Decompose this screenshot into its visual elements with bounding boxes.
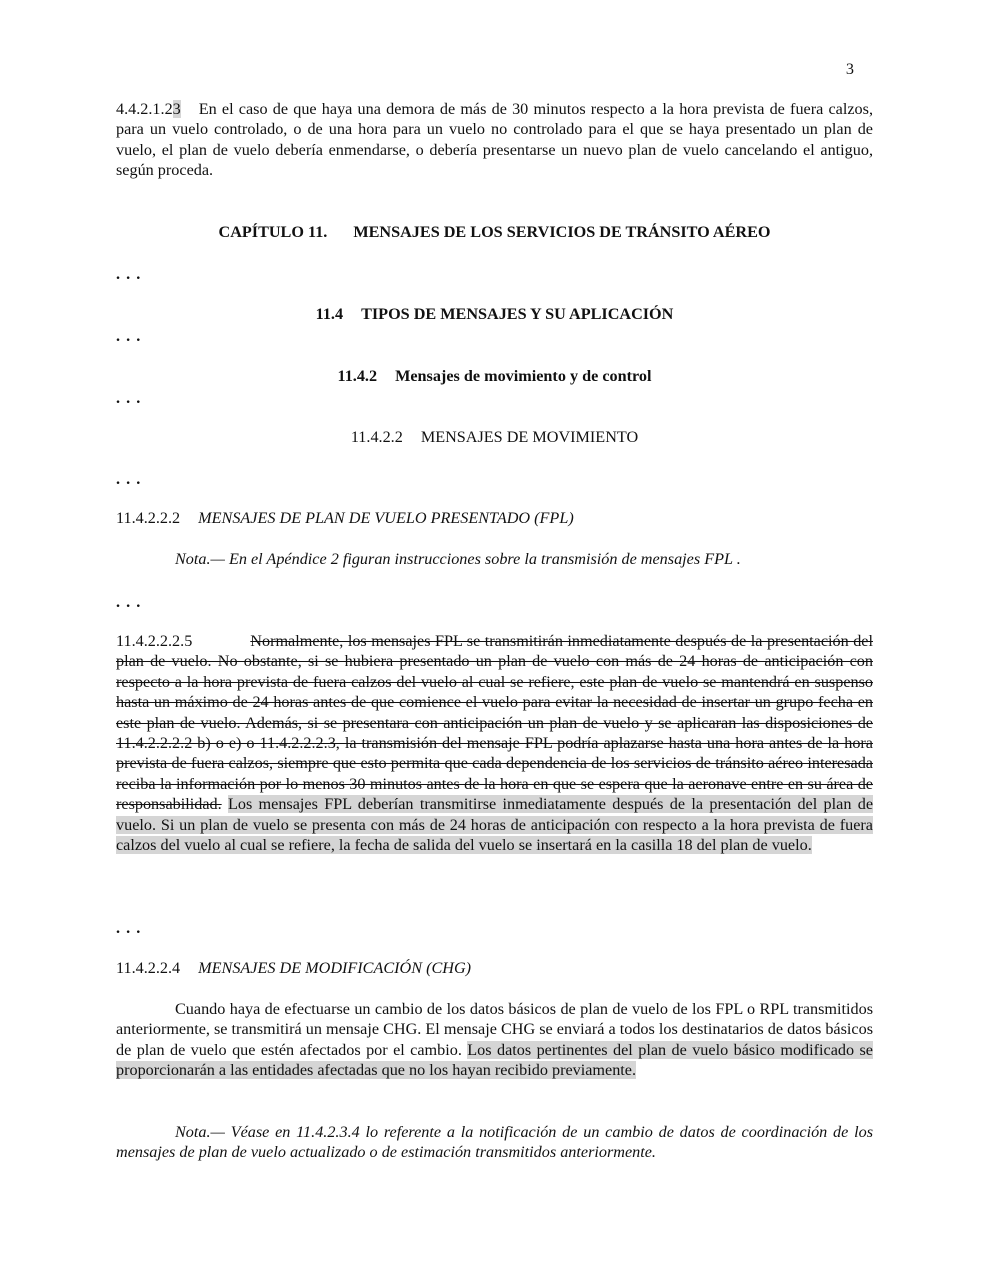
inserted-digit: 3 bbox=[172, 100, 181, 118]
paragraph-number: 4.4.2.1.23 bbox=[116, 100, 181, 118]
ellipsis: . . . bbox=[116, 919, 142, 937]
ellipsis: . . . bbox=[116, 470, 142, 488]
section-heading-11-4-2-2-4 bbox=[116, 958, 873, 978]
paragraph-text: Cuando haya de efectuarse un cambio de los datos básicos de plan de vuelo de los FPL o RPL transmitidos anteriormente, se transmitirá un mensaje CHG. El mensaje CHG se enviará a todos los destinatarios de datos básicos de plan de vuelo que estén afectados por el cambio. bbox=[116, 1000, 873, 1059]
section-title: TIPOS DE MENSAJES Y SU APLICACIÓN bbox=[361, 305, 674, 323]
paragraph-text: En el caso de que haya una demora de más de 30 minutos respecto a la hora prevista de fuera calzos, para un vuelo controlado, o de una hora para un vuelo no controlado para el que se haya presentado un plan de vuelo, el plan de vuelo debería enmendarse, o debería presentarse un nuevo plan de vuelo cancelando el antiguo, según proceda. bbox=[116, 100, 873, 180]
deleted-text: Normalmente, los mensajes FPL se transmitirán inmediatamente después de la presentación del plan de vuelo. No obstante, si se hubiera presentado un plan de vuelo con más de 24 horas de anticipación con respecto a la hora prevista de fuera calzos del vuelo al cual se refiere, este plan de vuelo se mantendrá en suspenso hasta un máximo de 24 horas antes de que comience el vuelo para evitar la necesidad de insertar un grupo fecha en este plan de vuelo. Además, si se presentara con anticipación un plan de vuelo y se aplicaran las disposiciones de 11.4.2.2.2.2 b) o e) o 11.4.2.2.2.3, la transmisión del mensaje FPL podría aplazarse hasta una hora antes de la hora prevista de fuera calzos, siempre que esto permita que cada dependencia de los servicios de tránsito aéreo interesada reciba la información por lo menos 30 minutos antes de la hora en que se espera que la aeronave entre en su área de responsabilidad. bbox=[116, 632, 873, 814]
paragraph-chg bbox=[116, 999, 873, 1081]
paragraph-number: 11.4.2.2.2.5 bbox=[116, 632, 193, 650]
section-number: 11.4.2.2.2 bbox=[116, 509, 181, 527]
paragraph-11-4-2-2-2-5 bbox=[116, 631, 873, 855]
section-number: 11.4.2.2 bbox=[350, 428, 403, 446]
paragraph-4-4-2-1-3 bbox=[116, 99, 873, 181]
inserted-text: Los mensajes FPL deberían transmitirse inmediatamente después de la presentación del plan de vuelo. Si un plan de vuelo se presenta con más de 24 horas de anticipación con respecto a la hora prevista de fuera calzos del vuelo al cual se refiere, la fecha de salida del vuelo se insertará en la casilla 18 del plan de vuelo. bbox=[116, 795, 874, 855]
ellipsis: . . . bbox=[116, 389, 142, 407]
page-number: 3 bbox=[845, 60, 854, 78]
section-number: 11.4 bbox=[315, 305, 344, 323]
ellipsis: . . . bbox=[116, 327, 142, 345]
section-heading-11-4-2 bbox=[116, 366, 873, 386]
section-heading-11-4-2-2 bbox=[116, 427, 873, 447]
section-title: MENSAJES DE MOVIMIENTO bbox=[420, 428, 639, 446]
section-heading-11-4-2-2-2 bbox=[116, 508, 873, 528]
inserted-text: Los datos pertinentes del plan de vuelo básico modificado se proporcionarán a las entidades afectadas que no los hayan recibido previamente. bbox=[116, 1040, 873, 1080]
chapter-label: CAPÍTULO 11. bbox=[218, 223, 328, 241]
chapter-heading bbox=[116, 222, 873, 242]
section-title: MENSAJES DE PLAN DE VUELO PRESENTADO (FPL) bbox=[198, 509, 574, 527]
section-title: MENSAJES DE MODIFICACIÓN (CHG) bbox=[198, 959, 472, 977]
section-number: 11.4.2 bbox=[337, 367, 378, 385]
note-chg: Nota.— Véase en 11.4.2.3.4 lo referente a la notificación de un cambio de datos de coordinación de los mensajes de plan de vuelo actualizado o de estimación transmitidos anteriormente. bbox=[116, 1123, 873, 1162]
chapter-title: MENSAJES DE LOS SERVICIOS DE TRÁNSITO AÉREO bbox=[353, 223, 771, 241]
note-fpl: Nota.— En el Apéndice 2 figuran instrucciones sobre la transmisión de mensajes FPL . bbox=[175, 550, 741, 568]
section-heading-11-4 bbox=[116, 304, 873, 324]
section-title: Mensajes de movimiento y de control bbox=[395, 367, 652, 385]
ellipsis: . . . bbox=[116, 265, 142, 283]
section-number: 11.4.2.2.4 bbox=[116, 959, 181, 977]
ellipsis: . . . bbox=[116, 593, 142, 611]
